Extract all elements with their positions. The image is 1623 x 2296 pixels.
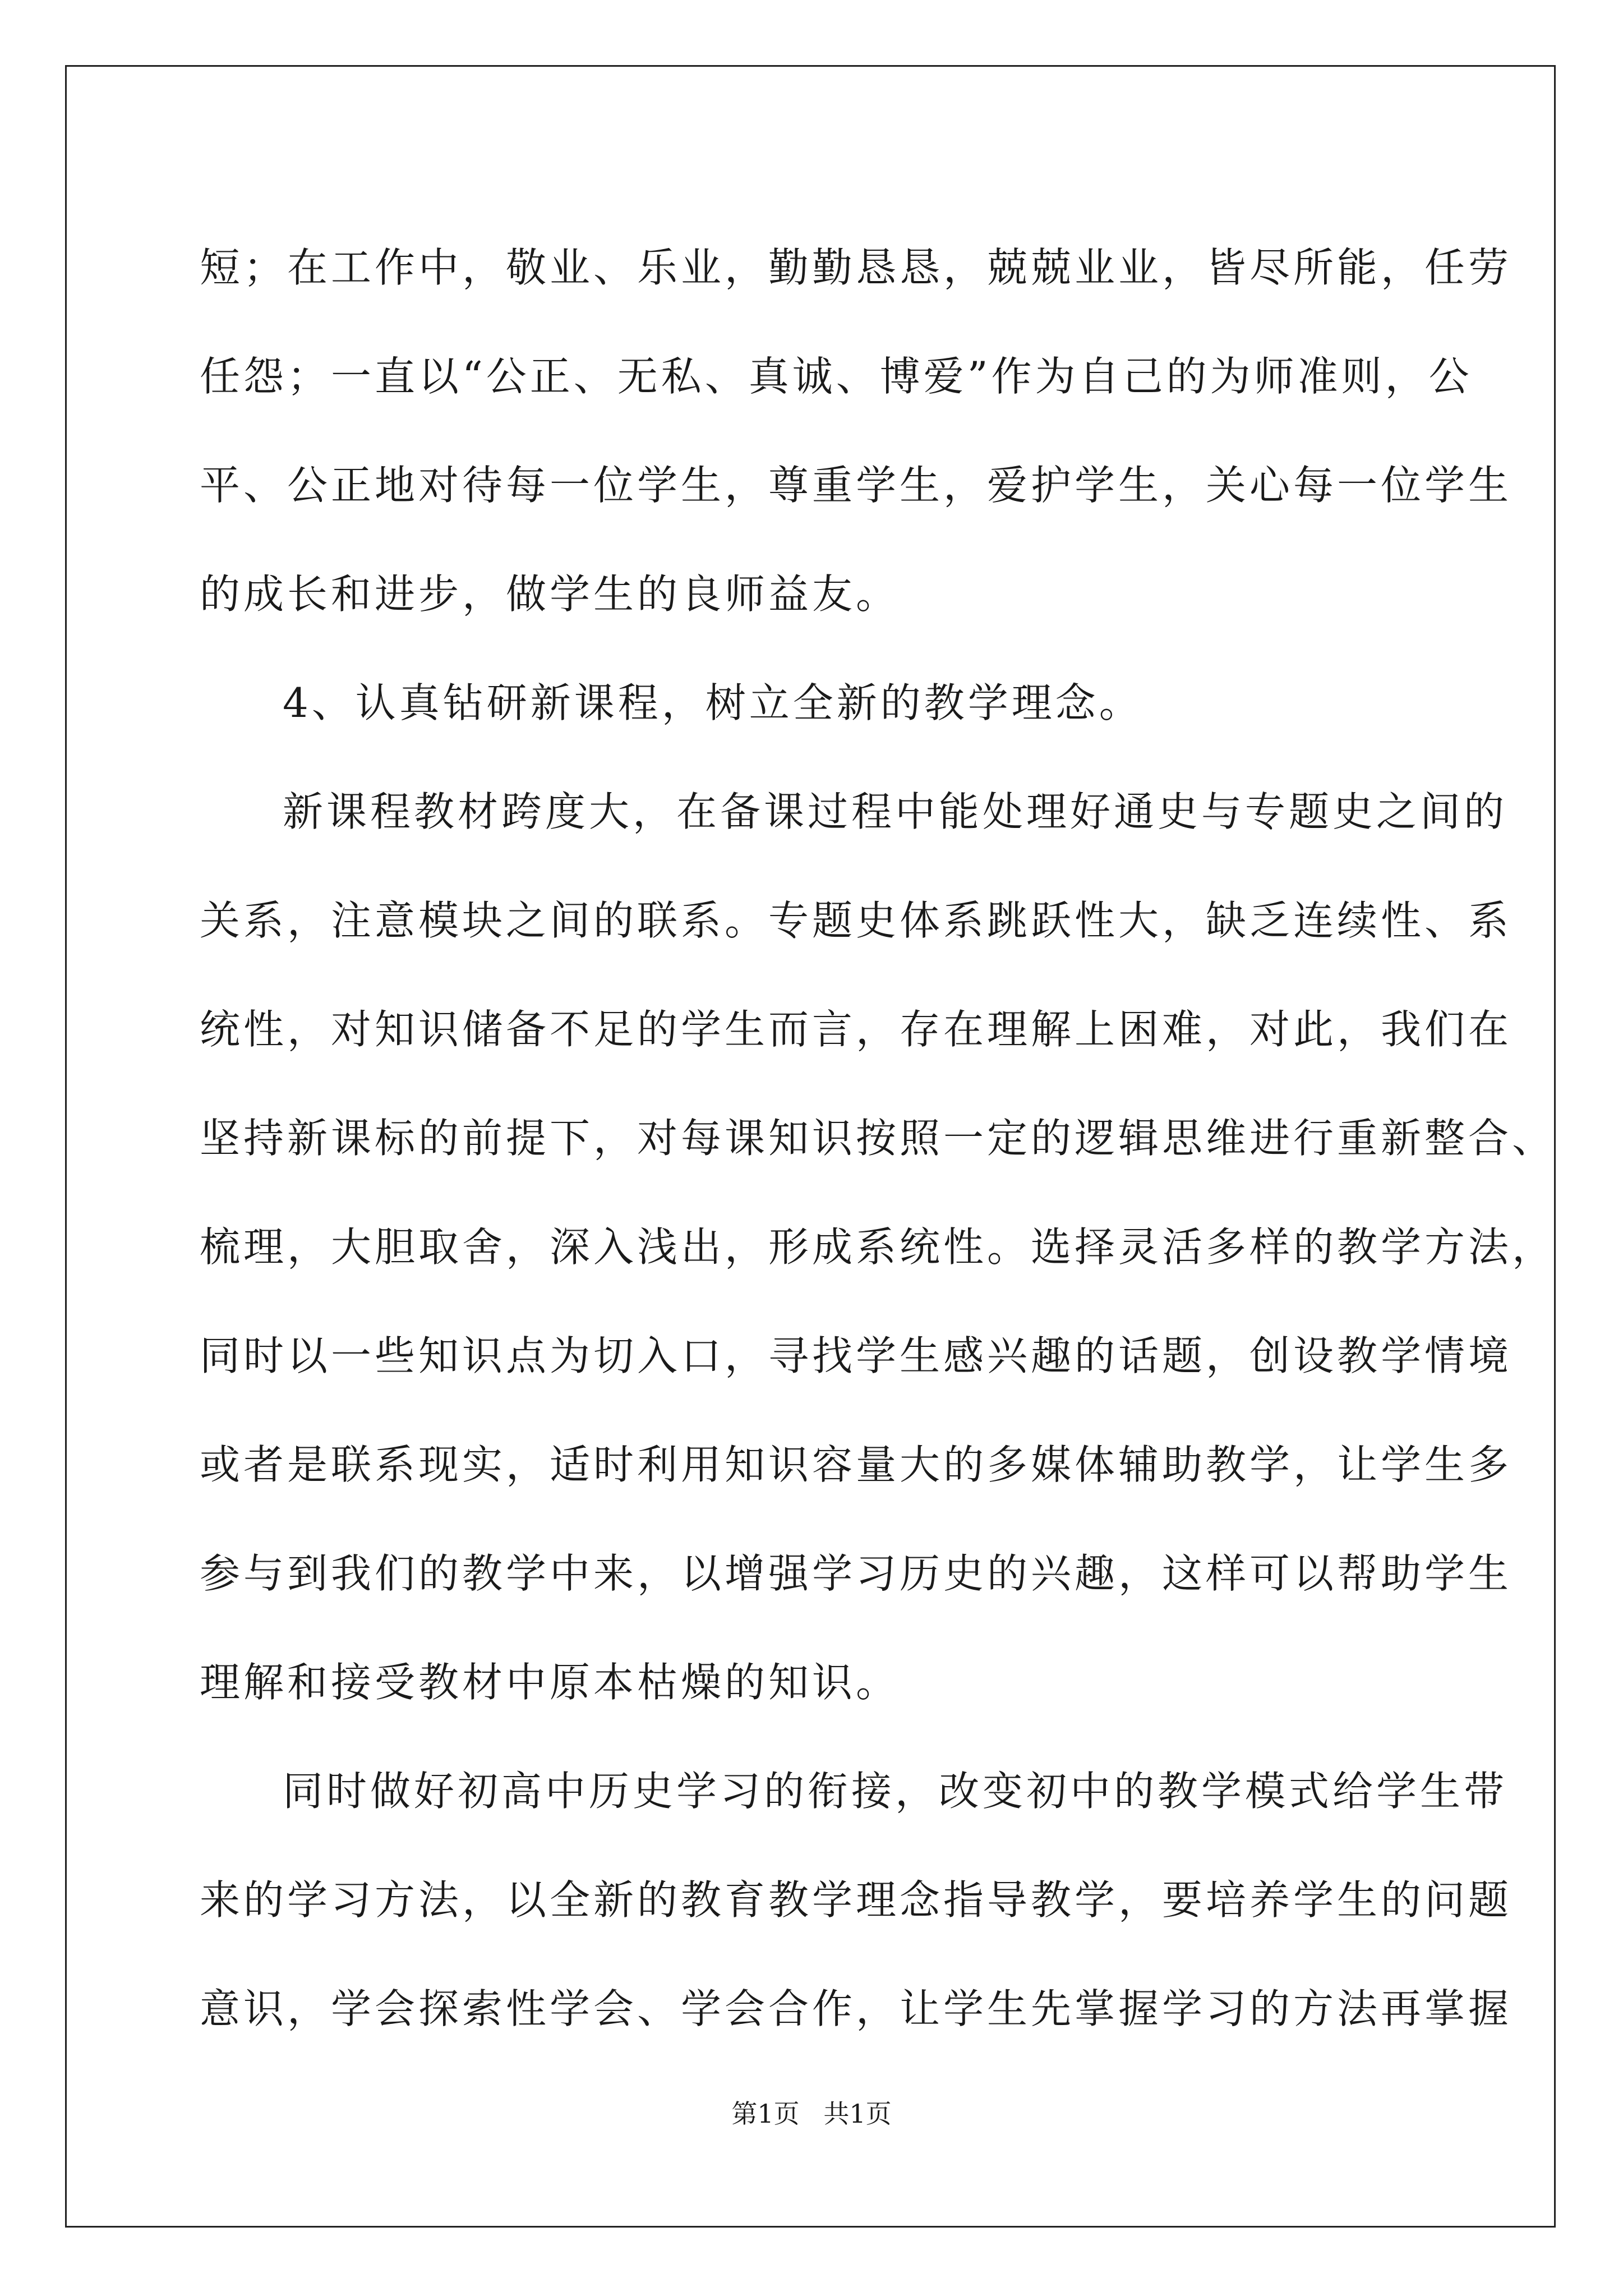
page-footer — [0, 2097, 1623, 2131]
section-heading: 4、认真钻研新课程，树立全新的教学理念。 — [283, 679, 1143, 726]
text-line: 意识，学会探索性学会、学会合作，让学生先掌握学习的方法再掌握 — [200, 1985, 1513, 2032]
text-line: 的成长和进步，做学生的良师益友。 — [200, 570, 900, 618]
text-line: 关系，注意模块之间的联系。专题史体系跳跃性大，缺乏连续性、系 — [200, 897, 1513, 944]
text-line: 梳理，大胆取舍，深入浅出，形成系统性。选择灵活多样的教学方法， — [200, 1223, 1556, 1271]
text-line: 平、公正地对待每一位学生，尊重学生，爱护学生，关心每一位学生 — [200, 462, 1513, 509]
text-line: 或者是联系现实，适时利用知识容量大的多媒体辅助教学，让学生多 — [200, 1441, 1513, 1488]
text-line: 同时做好初高中历史学习的衔接，改变初中的教学模式给学生带 — [283, 1768, 1508, 1815]
text-line: 统性，对知识储备不足的学生而言，存在理解上困难，对此，我们在 — [200, 1006, 1513, 1053]
text-line: 参与到我们的教学中来，以增强学习历史的兴趣，这样可以帮助学生 — [200, 1550, 1513, 1597]
text-line: 坚持新课标的前提下，对每课知识按照一定的逻辑思维进行重新整合、 — [200, 1115, 1556, 1162]
text-line: 短；在工作中，敬业、乐业，勤勤恳恳，兢兢业业，皆尽所能，任劳 — [200, 244, 1513, 291]
page-number: 第1页 — [731, 2099, 800, 2129]
text-line: 理解和接受教材中原本枯燥的知识。 — [200, 1659, 900, 1706]
text-line: 新课程教材跨度大，在备课过程中能处理好通史与专题史之间的 — [283, 788, 1508, 835]
text-line: 任怨；一直以“公正、无私、真诚、博爱”作为自己的为师准则，公 — [200, 353, 1473, 400]
text-line: 同时以一些知识点为切入口，寻找学生感兴趣的话题，创设教学情境 — [200, 1332, 1513, 1379]
page-total: 共1页 — [823, 2099, 892, 2129]
text-line: 来的学习方法，以全新的教育教学理念指导教学，要培养学生的问题 — [200, 1876, 1513, 1924]
document-body — [200, 213, 1556, 2063]
